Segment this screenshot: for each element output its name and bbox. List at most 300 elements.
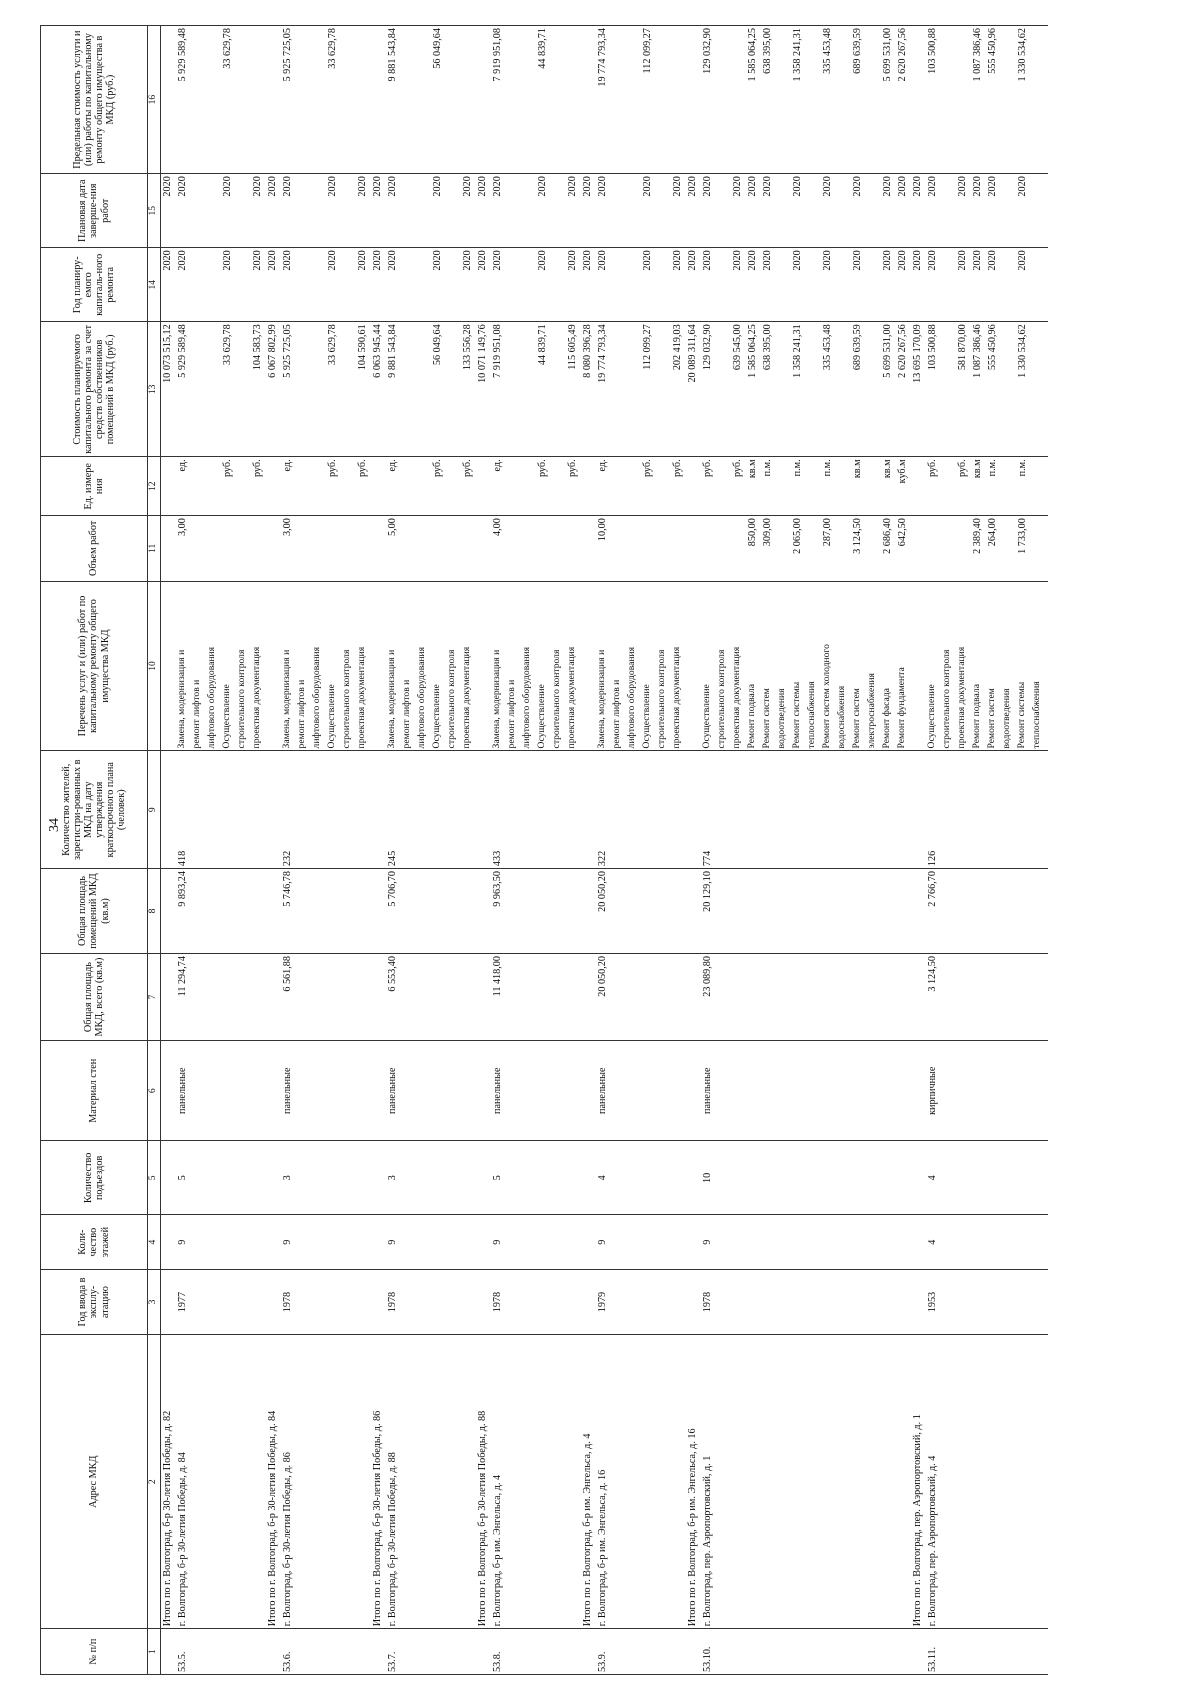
cell-line: 53.6. xyxy=(282,1651,293,1672)
cell-line: 639 545,00 xyxy=(732,324,743,371)
cell-line xyxy=(402,1337,417,1626)
cell-line: 133 556,28 xyxy=(462,324,473,371)
cell-line xyxy=(507,324,522,454)
cell-line: кв.м xyxy=(852,459,863,479)
cell-line xyxy=(357,1217,372,1266)
cell-line: Осуществление xyxy=(926,684,937,749)
column-number: 10 xyxy=(148,581,161,751)
cell-line xyxy=(687,1043,702,1138)
cell-line: ремонт лифтов и xyxy=(611,679,622,749)
cell-line: 2020 xyxy=(597,176,608,197)
cell-line xyxy=(357,1337,372,1626)
cell-line: руб. xyxy=(567,459,578,478)
cell-line: 44 839,71 xyxy=(537,324,548,366)
cell-line xyxy=(537,956,552,1038)
cell-line xyxy=(477,28,492,171)
cell-line xyxy=(867,1337,882,1626)
cell-line: кв.м xyxy=(882,459,893,479)
cell-line xyxy=(312,518,327,578)
cell-line xyxy=(447,518,462,578)
cell-line xyxy=(447,753,462,866)
cell-line xyxy=(972,1217,987,1266)
cell-line xyxy=(657,1337,672,1626)
cell-line: Итого по г. Волгоград, б-р 30-летия Победы, д. 88 xyxy=(477,1410,488,1627)
cell-line xyxy=(957,518,972,578)
cell-line xyxy=(1002,459,1017,513)
cell-line xyxy=(792,1631,807,1672)
cell-line: 6 561,88 xyxy=(282,956,293,992)
col-9-cell xyxy=(161,751,1049,869)
cell-line xyxy=(732,1272,747,1332)
cell-line: кв.м xyxy=(972,459,983,479)
cell-line: строительного контроля xyxy=(236,649,247,749)
cell-line xyxy=(312,871,327,951)
cell-line xyxy=(522,753,537,866)
col-3-cell xyxy=(161,1269,1049,1334)
cell-line: Замена, модернизация и xyxy=(596,649,607,749)
cell-line: 555 450,96 xyxy=(987,324,998,371)
cell-line xyxy=(882,956,897,1038)
cell-line: 1978 xyxy=(387,1291,398,1313)
column-number: 5 xyxy=(148,1141,161,1215)
cell-line xyxy=(867,871,882,951)
cell-line xyxy=(162,1272,177,1332)
cell-line xyxy=(192,753,207,866)
cell-line: 433 xyxy=(492,850,503,867)
cell-line xyxy=(1002,1337,1017,1626)
cell-line xyxy=(582,753,597,866)
cell-line xyxy=(867,176,882,245)
cell-line xyxy=(912,1143,927,1212)
cell-line xyxy=(297,956,312,1038)
cell-line xyxy=(252,1631,267,1672)
cell-line: 129 032,90 xyxy=(702,28,713,74)
cell-line xyxy=(777,1217,792,1266)
cell-line: 53.10. xyxy=(702,1646,713,1672)
header-cell: № п/п xyxy=(41,1629,148,1675)
cell-line xyxy=(477,459,492,513)
cell-line xyxy=(477,871,492,951)
cell-line xyxy=(567,28,582,171)
cell-line xyxy=(657,753,672,866)
cell-line: 2020 xyxy=(252,176,263,197)
cell-line xyxy=(222,1272,237,1332)
cell-line xyxy=(1032,1337,1047,1626)
cell-line: 2 620 267,56 xyxy=(897,28,908,82)
cell-line: 2020 xyxy=(762,250,773,271)
cell-line xyxy=(972,871,987,951)
cell-line xyxy=(207,1217,222,1266)
cell-line xyxy=(222,956,237,1038)
cell-line xyxy=(342,459,357,513)
cell-line: 2020 xyxy=(462,176,473,197)
cell-line xyxy=(252,753,267,866)
cell-line xyxy=(897,753,912,866)
cell-line: 7 919 951,08 xyxy=(492,28,503,82)
cell-line: 10 073 515,12 xyxy=(162,324,173,383)
cell-line xyxy=(237,324,252,454)
cell-line xyxy=(402,1217,417,1266)
cell-line xyxy=(537,1631,552,1672)
cell-line xyxy=(417,1272,432,1332)
cell-line xyxy=(882,1337,897,1626)
cell-line xyxy=(357,871,372,951)
col-7-cell xyxy=(161,954,1049,1041)
cell-line: лифтового оборудования xyxy=(311,646,322,749)
cell-line xyxy=(162,871,177,951)
cell-line xyxy=(762,956,777,1038)
cell-line: 2020 xyxy=(747,176,758,197)
cell-line xyxy=(552,1272,567,1332)
cell-line xyxy=(612,753,627,866)
cell-line xyxy=(987,1043,1002,1138)
cell-line xyxy=(612,871,627,951)
cell-line xyxy=(462,1337,477,1626)
cell-line: 1978 xyxy=(702,1291,713,1313)
cell-line: 20 089 311,64 xyxy=(687,324,698,383)
cell-line: 19 774 793,34 xyxy=(597,28,608,87)
cell-line xyxy=(807,28,822,171)
cell-line xyxy=(267,459,282,513)
cell-line: 53.11. xyxy=(927,1646,938,1672)
cell-line xyxy=(762,1272,777,1332)
cell-line: 2020 xyxy=(492,176,503,197)
cell-line xyxy=(957,1043,972,1138)
cell-line xyxy=(267,1272,282,1332)
cell-line xyxy=(822,1337,837,1626)
cell-line xyxy=(717,1043,732,1138)
cell-line xyxy=(717,956,732,1038)
cell-line xyxy=(222,753,237,866)
cell-line xyxy=(777,250,792,319)
cell-line xyxy=(867,28,882,171)
cell-line xyxy=(432,1272,447,1332)
cell-line: 2020 xyxy=(822,176,833,197)
cell-line xyxy=(852,753,867,866)
cell-line xyxy=(342,1631,357,1672)
col-14-cell xyxy=(161,248,1049,322)
cell-line xyxy=(1032,1631,1047,1672)
header-cell: Ед. измере ния xyxy=(41,457,148,516)
cell-line xyxy=(222,871,237,951)
cell-line: 2020 xyxy=(267,176,278,197)
cell-line: 1 358 241,31 xyxy=(792,324,803,378)
cell-line xyxy=(342,753,357,866)
cell-line xyxy=(972,1631,987,1672)
cell-line xyxy=(372,584,387,749)
cell-line xyxy=(747,956,762,1038)
header-cell: Общая площадь МКД, всего (кв.м) xyxy=(41,954,148,1041)
cell-line xyxy=(1017,1043,1032,1138)
cell-line xyxy=(627,871,642,951)
cell-line: Ремонт систем холодного xyxy=(821,644,832,749)
cell-line xyxy=(612,1043,627,1138)
cell-line xyxy=(807,1217,822,1266)
cell-line xyxy=(777,1272,792,1332)
cell-line xyxy=(417,1217,432,1266)
cell-line: 6 063 945,44 xyxy=(372,324,383,378)
cell-line: 2020 xyxy=(672,176,683,197)
cell-line: 4 xyxy=(597,1175,608,1181)
cell-line: 2020 xyxy=(687,250,698,271)
cell-line xyxy=(342,324,357,454)
cell-line xyxy=(207,1337,222,1626)
cell-line xyxy=(717,1217,732,1266)
cell-line xyxy=(837,956,852,1038)
header-cell: Объем работ xyxy=(41,516,148,581)
cell-line xyxy=(447,28,462,171)
cell-line xyxy=(732,1143,747,1212)
cell-line xyxy=(807,459,822,513)
cell-line: 9 881 543,84 xyxy=(387,28,398,82)
cell-line xyxy=(762,871,777,951)
cell-line: 1 585 064,25 xyxy=(747,28,758,82)
cell-line: 2020 xyxy=(387,250,398,271)
cell-line xyxy=(522,518,537,578)
cell-line xyxy=(732,1631,747,1672)
cell-line: 6 553,40 xyxy=(387,956,398,992)
cell-line: 2020 xyxy=(222,250,233,271)
cell-line: проектная документация xyxy=(566,646,577,749)
cell-line xyxy=(627,1217,642,1266)
cell-line xyxy=(882,1143,897,1212)
cell-line xyxy=(1017,1143,1032,1212)
cell-line xyxy=(882,1043,897,1138)
cell-line: Ремонт систем xyxy=(851,688,862,749)
cell-line xyxy=(942,1043,957,1138)
cell-line: 56 049,64 xyxy=(432,324,443,366)
cell-line xyxy=(792,1337,807,1626)
column-number: 7 xyxy=(148,954,161,1041)
cell-line xyxy=(297,1043,312,1138)
cell-line xyxy=(687,459,702,513)
cell-line: Осуществление xyxy=(326,684,337,749)
cell-line xyxy=(297,1631,312,1672)
cell-line: 581 870,00 xyxy=(957,324,968,371)
cell-line xyxy=(687,28,702,171)
cell-line: Замена, модернизация и xyxy=(281,649,292,749)
cell-line: строительного контроля xyxy=(941,649,952,749)
cell-line: 5 929 589,48 xyxy=(177,28,188,82)
cell-line xyxy=(747,1217,762,1266)
cell-line xyxy=(837,1143,852,1212)
cell-line xyxy=(267,518,282,578)
cell-line xyxy=(327,753,342,866)
cell-line xyxy=(507,753,522,866)
cell-line: 2020 xyxy=(732,176,743,197)
cell-line xyxy=(402,518,417,578)
cell-line xyxy=(807,871,822,951)
cell-line xyxy=(867,956,882,1038)
cell-line xyxy=(942,753,957,866)
cell-line xyxy=(807,1631,822,1672)
cell-line: 115 605,49 xyxy=(567,324,578,370)
cell-line xyxy=(1002,324,1017,454)
cell-line xyxy=(957,871,972,951)
cell-line: 2020 xyxy=(957,250,968,271)
cell-line: проектная документация xyxy=(251,646,262,749)
cell-line xyxy=(207,1631,222,1672)
cell-line xyxy=(837,1337,852,1626)
cell-line: 6 067 802,99 xyxy=(267,324,278,378)
cell-line: 2 686,40 xyxy=(882,518,893,554)
cell-line: 1 330 534,62 xyxy=(1017,324,1028,378)
cell-line xyxy=(777,956,792,1038)
cell-line xyxy=(507,1217,522,1266)
cell-line: 9 xyxy=(597,1239,608,1245)
cell-line xyxy=(522,459,537,513)
cell-line: 104 590,61 xyxy=(357,324,368,371)
cell-line: Ремонт систем xyxy=(761,688,772,749)
cell-line xyxy=(987,1337,1002,1626)
cell-line: Осуществление xyxy=(641,684,652,749)
cell-line xyxy=(162,518,177,578)
cell-line: 1 087 386,46 xyxy=(972,28,983,82)
cell-line: 2020 xyxy=(537,176,548,197)
cell-line xyxy=(297,1272,312,1332)
cell-line xyxy=(777,1631,792,1672)
cell-line xyxy=(582,459,597,513)
cell-line: 2020 xyxy=(357,250,368,271)
cell-line xyxy=(762,1337,777,1626)
cell-line xyxy=(552,1631,567,1672)
cell-line xyxy=(207,176,222,245)
cell-line xyxy=(942,518,957,578)
cell-line xyxy=(432,518,447,578)
cell-line: 13 695 170,09 xyxy=(912,324,923,383)
cell-line xyxy=(972,1143,987,1212)
cell-line xyxy=(192,1217,207,1266)
cell-line: Ремонт системы xyxy=(1016,681,1027,749)
cell-line xyxy=(852,1337,867,1626)
cell-line: ед. xyxy=(492,459,503,472)
cell-line xyxy=(327,518,342,578)
cell-line xyxy=(732,1337,747,1626)
cell-line: руб. xyxy=(957,459,968,478)
cell-line xyxy=(477,1272,492,1332)
cell-line: 245 xyxy=(387,850,398,867)
cell-line xyxy=(252,1337,267,1626)
cell-line xyxy=(267,1143,282,1212)
cell-line xyxy=(447,871,462,951)
cell-line xyxy=(207,871,222,951)
cell-line xyxy=(267,1217,282,1266)
cell-line xyxy=(207,1143,222,1212)
cell-line: 3,00 xyxy=(282,518,293,537)
cell-line: 112 099,27 xyxy=(642,28,653,74)
cell-line: 2020 xyxy=(852,176,863,197)
cell-line: 11 294,74 xyxy=(177,956,188,997)
cell-line: г. Волгоград, пер. Аэропортовский, д. 4 xyxy=(927,1455,938,1627)
cell-line xyxy=(372,1272,387,1332)
cell-line xyxy=(432,1143,447,1212)
cell-line xyxy=(837,459,852,513)
cell-line xyxy=(1032,176,1047,245)
cell-line: куб.м xyxy=(897,459,908,484)
cell-line: 2020 xyxy=(357,176,368,197)
cell-line xyxy=(822,1272,837,1332)
cell-line xyxy=(372,518,387,578)
cell-line: 202 419,03 xyxy=(672,324,683,371)
cell-line: 322 xyxy=(597,850,608,867)
cell-line: 2020 xyxy=(327,176,338,197)
cell-line xyxy=(957,1217,972,1266)
cell-line xyxy=(552,176,567,245)
header-cell: Перечень услуг и (или) работ по капитальному ремонту общего имущества МКД xyxy=(41,581,148,751)
cell-line xyxy=(627,324,642,454)
cell-line xyxy=(192,176,207,245)
cell-line xyxy=(612,518,627,578)
cell-line xyxy=(252,1217,267,1266)
cell-line: 9 893,24 xyxy=(177,871,188,907)
cell-line xyxy=(717,753,732,866)
cell-line xyxy=(957,1272,972,1332)
cell-line: руб. xyxy=(222,459,233,478)
cell-line xyxy=(342,956,357,1038)
cell-line xyxy=(417,28,432,171)
cell-line: лифтового оборудования xyxy=(416,646,427,749)
cell-line xyxy=(582,1631,597,1672)
cell-line xyxy=(717,871,732,951)
cell-line: 5 925 725,05 xyxy=(282,28,293,82)
cell-line xyxy=(672,753,687,866)
cell-line xyxy=(567,1272,582,1332)
col-11-cell xyxy=(161,516,1049,581)
cell-line xyxy=(372,753,387,866)
cell-line xyxy=(957,1631,972,1672)
cell-line xyxy=(507,518,522,578)
cell-line: п.м. xyxy=(792,459,803,477)
cell-line xyxy=(657,176,672,245)
cell-line xyxy=(732,1217,747,1266)
cell-line: 2020 xyxy=(732,250,743,271)
cell-line xyxy=(402,324,417,454)
cell-line xyxy=(207,518,222,578)
cell-line xyxy=(552,1337,567,1626)
cell-line xyxy=(912,871,927,951)
cell-line xyxy=(522,871,537,951)
cell-line xyxy=(612,28,627,171)
cell-line xyxy=(477,584,492,749)
cell-line xyxy=(897,956,912,1038)
cell-line: 53.5. xyxy=(177,1651,188,1672)
cell-line: панельные xyxy=(492,1067,503,1114)
cell-line xyxy=(822,1043,837,1138)
cell-line xyxy=(822,956,837,1038)
cell-line xyxy=(747,1143,762,1212)
cell-line xyxy=(462,871,477,951)
cell-line: 56 049,64 xyxy=(432,28,443,69)
cell-line: проектная документация xyxy=(671,646,682,749)
cell-line xyxy=(807,1272,822,1332)
cell-line: 19 774 793,34 xyxy=(597,324,608,383)
cell-line xyxy=(312,956,327,1038)
cell-line xyxy=(222,518,237,578)
cell-line xyxy=(417,1631,432,1672)
cell-line xyxy=(342,250,357,319)
cell-line xyxy=(552,1143,567,1212)
cell-line xyxy=(372,956,387,1038)
col-13-cell xyxy=(161,322,1049,457)
cell-line: ед. xyxy=(597,459,608,472)
cell-line: п.м. xyxy=(987,459,998,477)
cell-line: г. Волгоград, б-р им. Энгельса, д. 4 xyxy=(492,1474,503,1627)
cell-line: г. Волгоград, б-р 30-летия Победы, д. 86 xyxy=(282,1452,293,1627)
cell-line xyxy=(777,1043,792,1138)
cell-line xyxy=(582,871,597,951)
cell-line xyxy=(162,956,177,1038)
cell-line xyxy=(612,1631,627,1672)
